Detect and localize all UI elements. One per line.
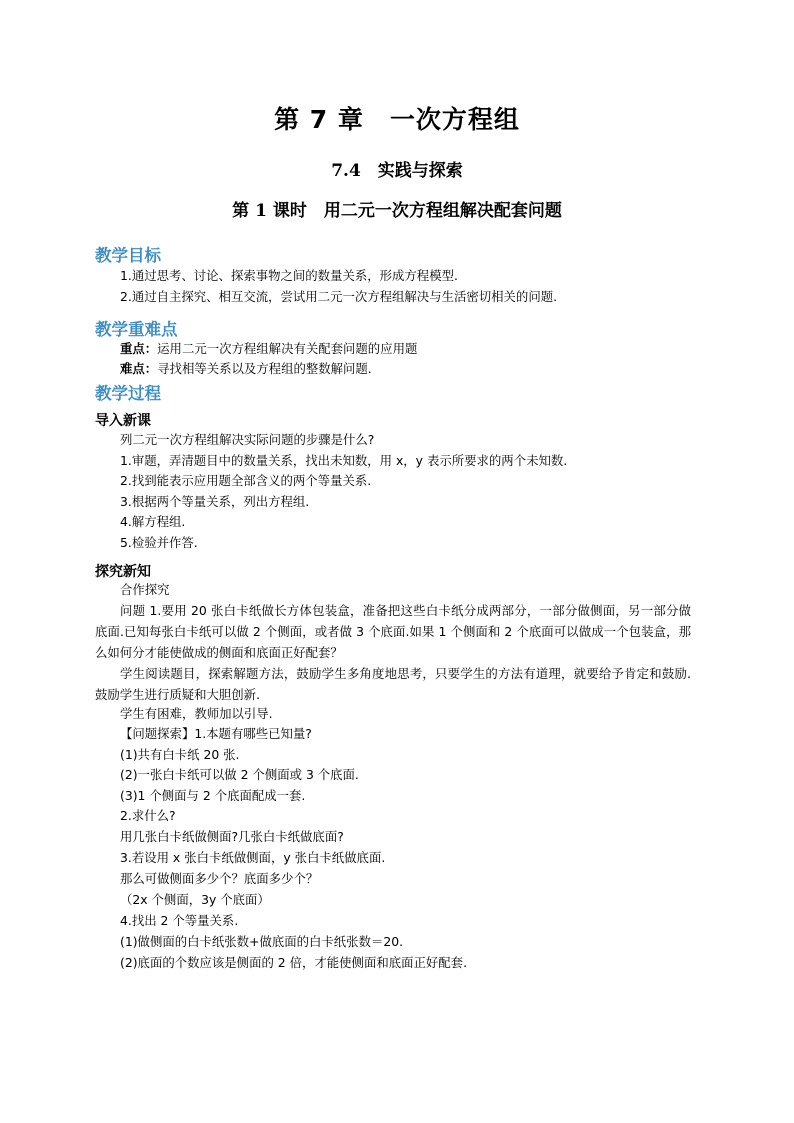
lesson-title: 第 1 课时 用二元一次方程组解决配套问题 xyxy=(232,201,562,221)
difficult-text: 寻找相等关系以及方程组的整数解问题. xyxy=(157,361,372,376)
explore-line: (1)做侧面的白卡纸张数+做底面的白卡纸张数＝20. xyxy=(120,934,404,949)
goals-heading: 教学目标 xyxy=(95,246,161,265)
explore-line: 用几张白卡纸做侧面?几张白卡纸做底面? xyxy=(120,829,344,844)
goal-item: 1.通过思考、讨论、探索事物之间的数量关系，形成方程模型. xyxy=(120,268,458,283)
explore-line: 那么可做侧面多少个？底面多少个？ xyxy=(120,871,319,886)
section-title: 7.4 实践与探索 xyxy=(331,161,463,181)
explore-line: 3.若设用 x 张白卡纸做侧面，y 张白卡纸做底面. xyxy=(120,850,386,865)
difficult-point-line xyxy=(120,361,372,377)
chapter-title: 第 7 章 一次方程组 xyxy=(274,105,520,134)
intro-line: 3.根据两个等量关系，列出方程组. xyxy=(120,494,310,509)
key-points-heading: 教学重难点 xyxy=(95,320,178,339)
explore-line: (2)一张白卡纸可以做 2 个侧面或 3 个底面. xyxy=(120,767,359,782)
explore-line: (3)1 个侧面与 2 个底面配成一套. xyxy=(120,788,306,803)
process-heading: 教学过程 xyxy=(95,384,161,403)
student-paragraph: 学生阅读题目，探索解题方法，鼓励学生多角度地思考，只要学生的方法有道理，就要给予肯定和鼓励.鼓励学生进行质疑和大胆创新. xyxy=(95,666,691,702)
intro-line: 5.检验并作答. xyxy=(120,535,198,550)
teacher-line: 学生有困难，教师加以引导. xyxy=(120,706,273,721)
key-label: 重点： xyxy=(120,341,158,356)
key-text: 运用二元一次方程组解决有关配套问题的应用题 xyxy=(157,341,418,356)
intro-line: 2.找到能表示应用题全部含义的两个等量关系. xyxy=(120,473,372,488)
key-point-line xyxy=(120,341,417,357)
explore-line: 4.找出 2 个等量关系. xyxy=(120,913,239,928)
intro-line: 4.解方程组. xyxy=(120,514,186,529)
intro-line: 1.审题，弄清题目中的数量关系，找出未知数，用 x，y 表示所要求的两个未知数. xyxy=(120,453,568,468)
explore-line: 2.求什么? xyxy=(120,808,176,823)
explore-line: （2x 个侧面，3y 个底面） xyxy=(120,892,270,907)
explore-line: (2)底面的个数应该是侧面的 2 倍，才能使侧面和底面正好配套. xyxy=(120,955,468,970)
explore-line: (1)共有白卡纸 20 张. xyxy=(120,747,240,762)
goal-item: 2.通过自主探究、相互交流，尝试用二元一次方程组解决与生活密切相关的问题. xyxy=(120,289,558,304)
problem-paragraph: 问题 1.要用 20 张白卡纸做长方体包装盒，准备把这些白卡纸分成两部分，一部分做侧面，另一部分做底面.已知每张白卡纸可以做 2 个侧面，或者做 3 个底面.如果 1 个侧面和 2 个底面可以做成一个包装盒，那么如何分才能使做成的侧面和底面正好配套？ xyxy=(95,603,691,660)
explore-heading: 探究新知 xyxy=(95,564,151,580)
difficult-label: 难点： xyxy=(120,361,158,376)
intro-heading: 导入新课 xyxy=(95,413,151,429)
explore-line: 【问题探索】1.本题有哪些已知量? xyxy=(120,726,312,741)
intro-line: 列二元一次方程组解决实际问题的步骤是什么? xyxy=(120,432,375,447)
coop-label: 合作探究 xyxy=(120,582,170,597)
